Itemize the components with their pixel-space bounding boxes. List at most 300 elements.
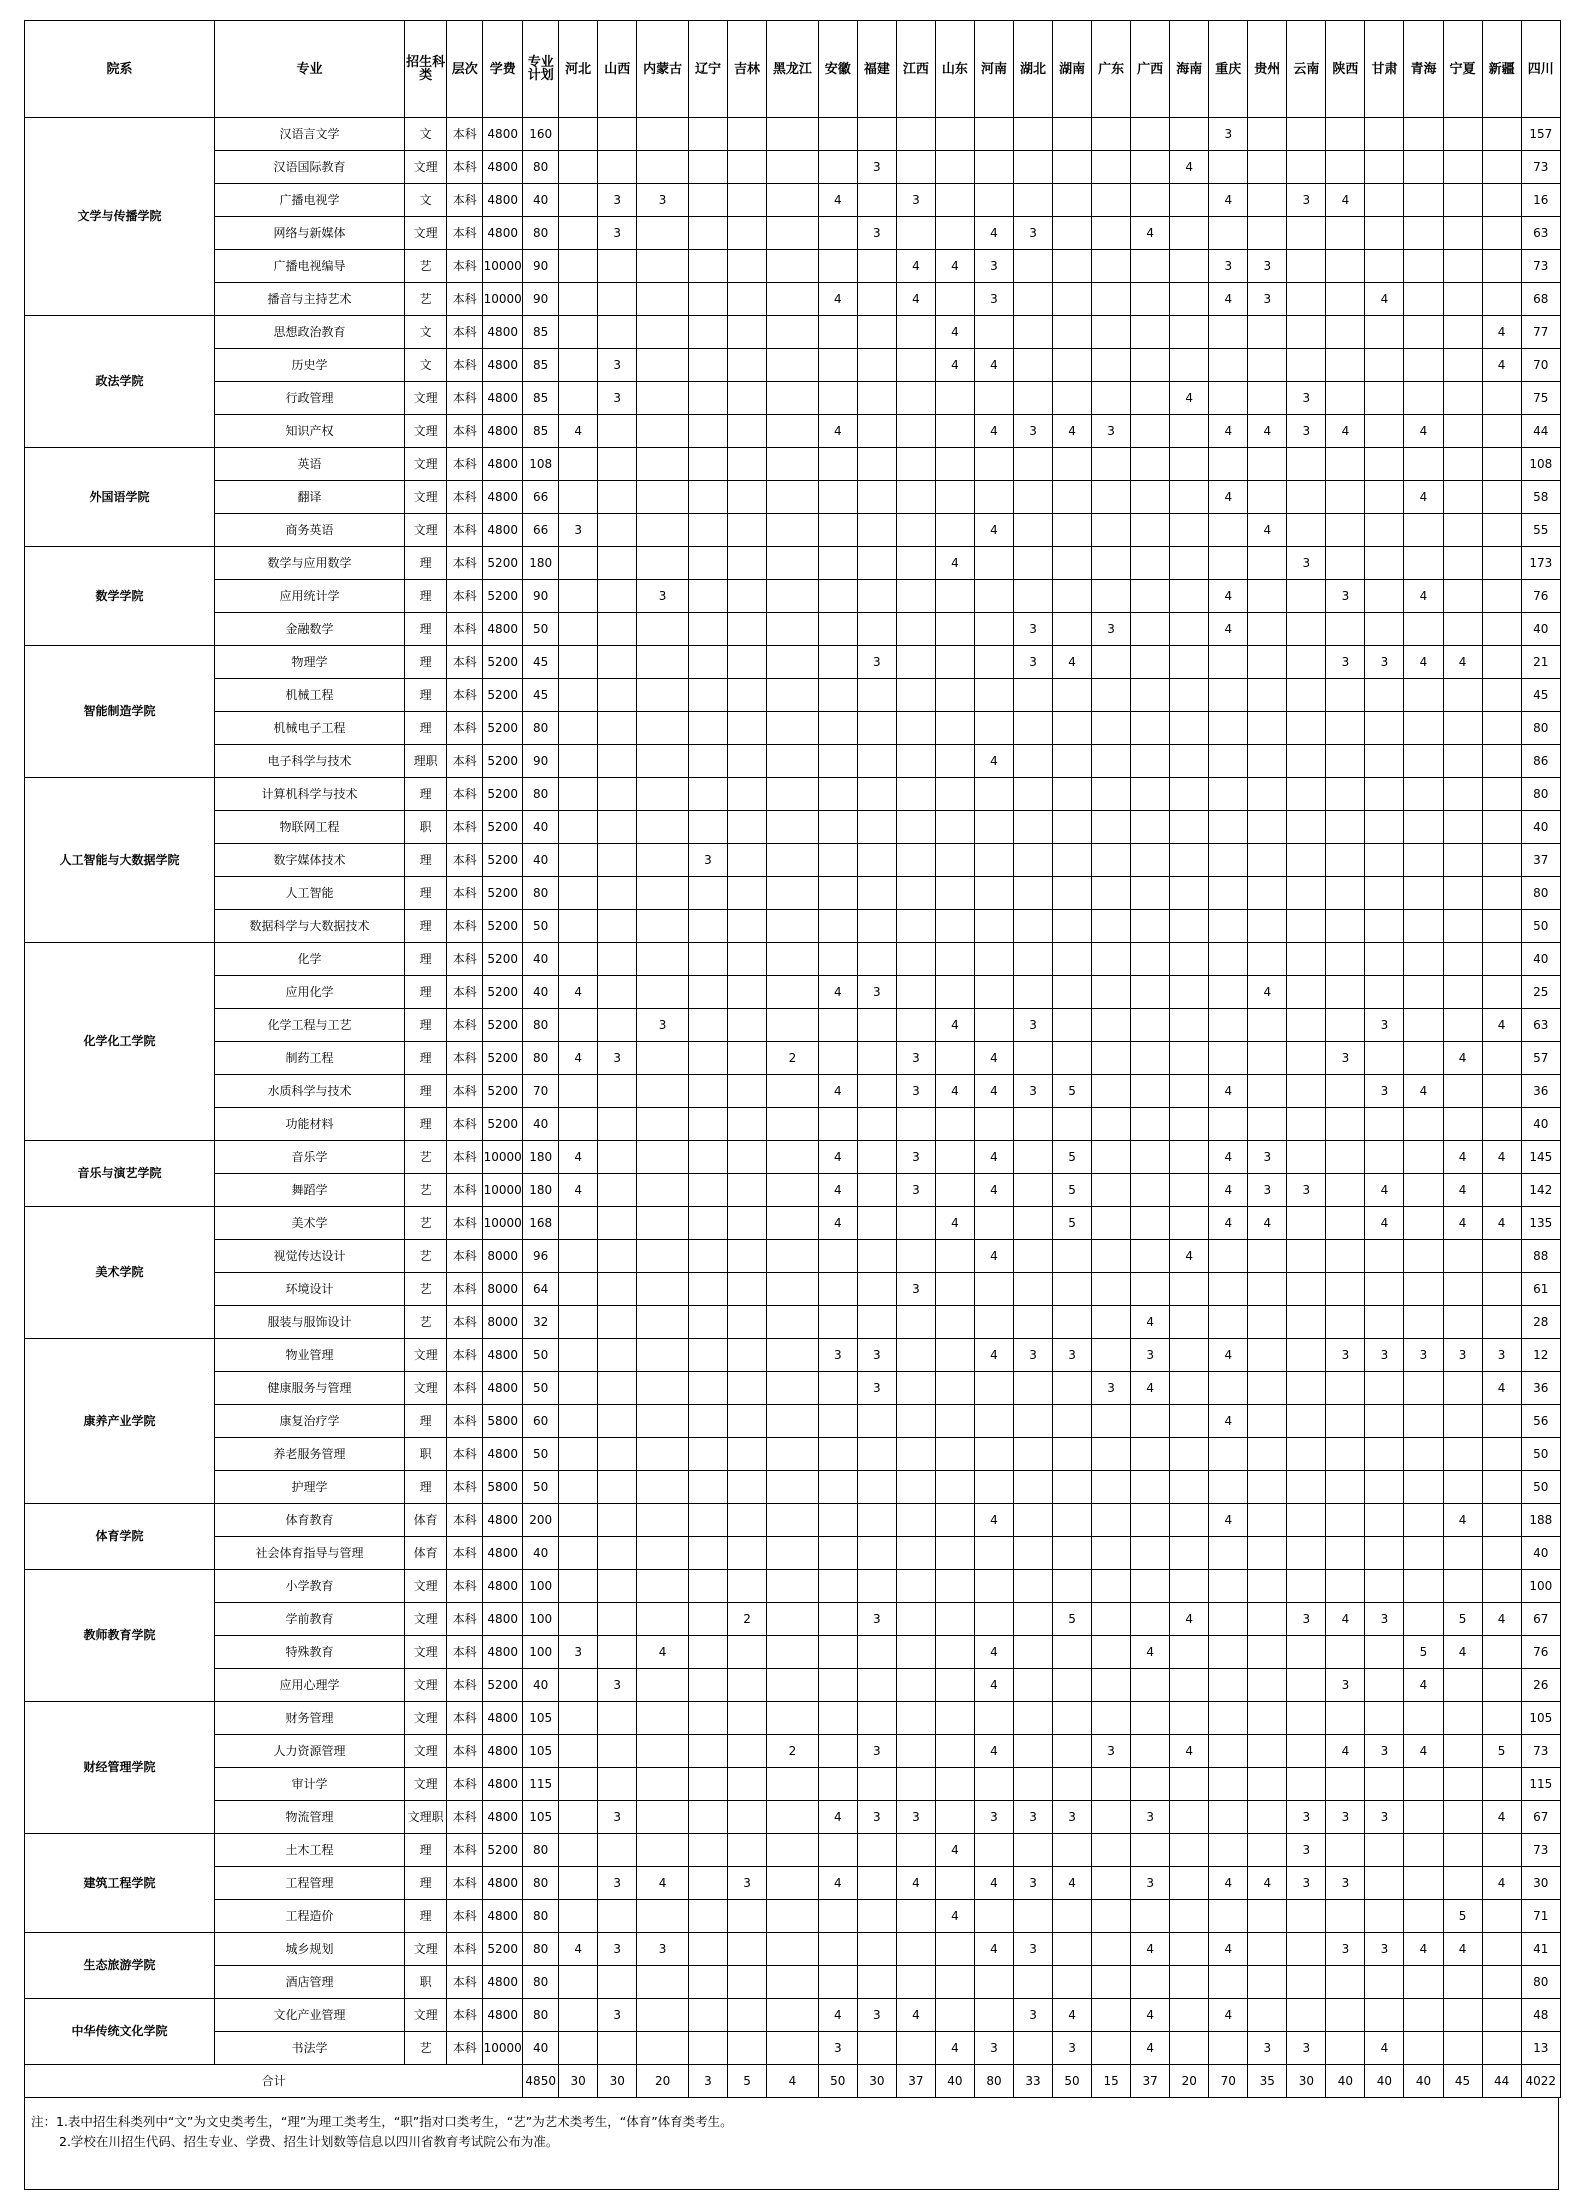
table-row bbox=[25, 2032, 1561, 2065]
quota-cell bbox=[1404, 745, 1443, 778]
quota-cell bbox=[598, 1207, 637, 1240]
quota-cell: 25 bbox=[1521, 976, 1560, 1009]
quota-cell bbox=[1365, 1768, 1404, 1801]
footnotes bbox=[24, 2098, 1559, 2190]
quota-cell bbox=[1053, 910, 1092, 943]
quota-cell bbox=[1209, 1438, 1248, 1471]
quota-cell bbox=[1482, 1108, 1521, 1141]
quota-cell: 67 bbox=[1521, 1603, 1560, 1636]
quota-cell bbox=[637, 646, 689, 679]
quota-cell bbox=[559, 1834, 598, 1867]
quota-cell bbox=[1014, 844, 1053, 877]
quota-cell: 4 bbox=[974, 1735, 1013, 1768]
quota-cell bbox=[896, 382, 935, 415]
quota-cell bbox=[1404, 976, 1443, 1009]
quota-cell bbox=[857, 283, 896, 316]
quota-cell bbox=[857, 1174, 896, 1207]
quota-cell bbox=[688, 1900, 727, 1933]
quota-cell: 3 bbox=[1287, 1174, 1326, 1207]
major-cell: 水质科学与技术 bbox=[215, 1075, 405, 1108]
quota-cell bbox=[688, 646, 727, 679]
header-province: 云南 bbox=[1287, 21, 1326, 118]
quota-cell bbox=[688, 481, 727, 514]
quota-cell bbox=[1482, 2032, 1521, 2065]
table-row bbox=[25, 1768, 1561, 1801]
quota-cell bbox=[598, 283, 637, 316]
quota-cell bbox=[1014, 1174, 1053, 1207]
quota-cell: 4 bbox=[559, 976, 598, 1009]
quota-cell bbox=[728, 250, 767, 283]
tuition-cell: 5200 bbox=[483, 1108, 523, 1141]
major-cell: 数字媒体技术 bbox=[215, 844, 405, 877]
quota-cell bbox=[1404, 1240, 1443, 1273]
quota-cell bbox=[1209, 1042, 1248, 1075]
quota-cell: 4 bbox=[818, 1207, 857, 1240]
quota-cell: 40 bbox=[1521, 811, 1560, 844]
quota-cell bbox=[857, 844, 896, 877]
quota-cell bbox=[1209, 151, 1248, 184]
quota-cell bbox=[1326, 1768, 1365, 1801]
quota-cell: 4 bbox=[1209, 1075, 1248, 1108]
quota-cell: 4 bbox=[1404, 1669, 1443, 1702]
quota-cell bbox=[767, 1966, 819, 1999]
quota-cell bbox=[1326, 1207, 1365, 1240]
quota-cell bbox=[1209, 1009, 1248, 1042]
quota-cell bbox=[728, 1009, 767, 1042]
table-row bbox=[25, 1174, 1561, 1207]
quota-cell: 4 bbox=[559, 415, 598, 448]
quota-cell: 3 bbox=[1365, 1933, 1404, 1966]
plan-cell: 80 bbox=[523, 151, 559, 184]
quota-cell bbox=[1365, 481, 1404, 514]
quota-cell bbox=[1053, 1273, 1092, 1306]
plan-cell: 105 bbox=[523, 1801, 559, 1834]
quota-cell bbox=[688, 1141, 727, 1174]
quota-cell bbox=[1053, 1471, 1092, 1504]
quota-cell bbox=[688, 1669, 727, 1702]
quota-cell: 3 bbox=[1365, 1735, 1404, 1768]
quota-cell bbox=[1326, 217, 1365, 250]
quota-cell: 4 bbox=[935, 1207, 974, 1240]
quota-cell bbox=[1131, 382, 1170, 415]
quota-cell bbox=[1248, 613, 1287, 646]
quota-cell bbox=[1131, 712, 1170, 745]
quota-cell bbox=[688, 1834, 727, 1867]
quota-cell bbox=[896, 679, 935, 712]
quota-cell bbox=[1404, 844, 1443, 877]
quota-cell bbox=[767, 1834, 819, 1867]
quota-cell bbox=[935, 1801, 974, 1834]
category-cell: 理 bbox=[405, 1075, 447, 1108]
table-row bbox=[25, 1405, 1561, 1438]
quota-cell bbox=[1326, 118, 1365, 151]
quota-cell bbox=[559, 316, 598, 349]
quota-cell bbox=[818, 1240, 857, 1273]
quota-cell bbox=[559, 547, 598, 580]
plan-cell: 168 bbox=[523, 1207, 559, 1240]
quota-cell bbox=[767, 1405, 819, 1438]
quota-cell bbox=[896, 1669, 935, 1702]
quota-cell: 4 bbox=[974, 217, 1013, 250]
major-cell: 思想政治教育 bbox=[215, 316, 405, 349]
quota-cell bbox=[1092, 679, 1131, 712]
dept-cell: 财经管理学院 bbox=[25, 1702, 215, 1834]
quota-cell bbox=[1287, 1966, 1326, 1999]
quota-cell: 63 bbox=[1521, 1009, 1560, 1042]
dept-cell: 建筑工程学院 bbox=[25, 1834, 215, 1933]
quota-cell bbox=[1443, 1966, 1482, 1999]
quota-cell bbox=[1209, 1702, 1248, 1735]
quota-cell bbox=[857, 514, 896, 547]
major-cell: 历史学 bbox=[215, 349, 405, 382]
tuition-cell: 5200 bbox=[483, 943, 523, 976]
quota-cell bbox=[896, 547, 935, 580]
quota-cell: 4 bbox=[637, 1867, 689, 1900]
quota-cell bbox=[1014, 1702, 1053, 1735]
quota-cell bbox=[767, 1108, 819, 1141]
table-row bbox=[25, 1999, 1561, 2032]
quota-cell bbox=[1131, 1570, 1170, 1603]
footnote-2: 2.学校在川招生代码、招生专业、学费、招生计划数等信息以四川省教育考试院公布为准。 bbox=[59, 2134, 559, 2149]
quota-cell bbox=[1170, 1504, 1209, 1537]
quota-cell: 4 bbox=[818, 184, 857, 217]
quota-cell bbox=[1287, 481, 1326, 514]
quota-cell: 57 bbox=[1521, 1042, 1560, 1075]
quota-cell bbox=[598, 1471, 637, 1504]
quota-cell: 58 bbox=[1521, 481, 1560, 514]
quota-cell bbox=[1014, 1537, 1053, 1570]
quota-cell bbox=[598, 1438, 637, 1471]
quota-cell: 4 bbox=[1209, 1174, 1248, 1207]
quota-cell: 4 bbox=[1248, 1867, 1287, 1900]
quota-cell bbox=[1404, 1768, 1443, 1801]
level-cell: 本科 bbox=[447, 613, 483, 646]
quota-cell bbox=[1482, 250, 1521, 283]
category-cell: 文理 bbox=[405, 481, 447, 514]
quota-cell bbox=[935, 811, 974, 844]
quota-cell: 44 bbox=[1521, 415, 1560, 448]
dept-cell: 中华传统文化学院 bbox=[25, 1999, 215, 2065]
category-cell: 文理 bbox=[405, 514, 447, 547]
quota-cell bbox=[1092, 481, 1131, 514]
quota-cell bbox=[688, 1966, 727, 1999]
quota-cell bbox=[688, 118, 727, 151]
quota-cell bbox=[728, 547, 767, 580]
quota-cell bbox=[896, 1405, 935, 1438]
quota-cell: 13 bbox=[1521, 2032, 1560, 2065]
quota-cell: 4 bbox=[974, 1240, 1013, 1273]
quota-cell bbox=[857, 250, 896, 283]
major-cell: 物业管理 bbox=[215, 1339, 405, 1372]
quota-cell bbox=[935, 184, 974, 217]
quota-cell: 4 bbox=[818, 1141, 857, 1174]
quota-cell bbox=[974, 1999, 1013, 2032]
quota-cell bbox=[1443, 250, 1482, 283]
quota-cell bbox=[637, 1966, 689, 1999]
quota-cell bbox=[857, 1471, 896, 1504]
quota-cell: 3 bbox=[974, 2032, 1013, 2065]
quota-cell: 3 bbox=[1053, 1801, 1092, 1834]
quota-cell bbox=[1170, 1372, 1209, 1405]
quota-cell: 3 bbox=[1014, 1075, 1053, 1108]
quota-cell bbox=[1326, 1075, 1365, 1108]
quota-cell bbox=[1287, 151, 1326, 184]
quota-cell bbox=[1053, 1306, 1092, 1339]
quota-cell bbox=[767, 1570, 819, 1603]
category-cell: 理 bbox=[405, 976, 447, 1009]
quota-cell bbox=[1092, 349, 1131, 382]
quota-cell: 3 bbox=[598, 184, 637, 217]
major-cell: 养老服务管理 bbox=[215, 1438, 405, 1471]
quota-cell: 4 bbox=[818, 283, 857, 316]
quota-cell bbox=[974, 1834, 1013, 1867]
quota-cell bbox=[1248, 778, 1287, 811]
quota-cell bbox=[1443, 316, 1482, 349]
quota-cell: 56 bbox=[1521, 1405, 1560, 1438]
quota-cell bbox=[1287, 943, 1326, 976]
quota-cell bbox=[1092, 1801, 1131, 1834]
quota-cell bbox=[974, 547, 1013, 580]
quota-cell bbox=[767, 1933, 819, 1966]
quota-cell bbox=[1092, 2032, 1131, 2065]
quota-cell: 3 bbox=[818, 1339, 857, 1372]
quota-cell: 3 bbox=[1014, 613, 1053, 646]
quota-cell bbox=[1014, 1735, 1053, 1768]
quota-cell bbox=[1482, 646, 1521, 679]
tuition-cell: 4800 bbox=[483, 1603, 523, 1636]
quota-cell: 71 bbox=[1521, 1900, 1560, 1933]
category-cell: 艺 bbox=[405, 283, 447, 316]
quota-cell bbox=[728, 1174, 767, 1207]
quota-cell: 37 bbox=[1521, 844, 1560, 877]
quota-cell bbox=[559, 283, 598, 316]
quota-cell: 5 bbox=[1053, 1075, 1092, 1108]
quota-cell bbox=[974, 1900, 1013, 1933]
header-province: 青海 bbox=[1404, 21, 1443, 118]
quota-cell: 4 bbox=[1443, 1141, 1482, 1174]
quota-cell bbox=[896, 580, 935, 613]
plan-cell: 85 bbox=[523, 415, 559, 448]
quota-cell bbox=[857, 613, 896, 646]
quota-cell bbox=[1170, 547, 1209, 580]
quota-cell: 4 bbox=[818, 1075, 857, 1108]
category-cell: 文理 bbox=[405, 151, 447, 184]
quota-cell bbox=[1443, 712, 1482, 745]
category-cell: 文理 bbox=[405, 1636, 447, 1669]
level-cell: 本科 bbox=[447, 184, 483, 217]
quota-cell bbox=[1482, 613, 1521, 646]
quota-cell bbox=[1482, 1240, 1521, 1273]
plan-cell: 80 bbox=[523, 1009, 559, 1042]
total-quota-cell: 40 bbox=[935, 2065, 974, 2098]
quota-cell bbox=[1209, 1273, 1248, 1306]
quota-cell: 3 bbox=[1404, 1339, 1443, 1372]
major-cell: 计算机科学与技术 bbox=[215, 778, 405, 811]
quota-cell bbox=[1404, 1603, 1443, 1636]
quota-cell bbox=[767, 1801, 819, 1834]
tuition-cell: 4800 bbox=[483, 1504, 523, 1537]
quota-cell bbox=[598, 580, 637, 613]
level-cell: 本科 bbox=[447, 1867, 483, 1900]
quota-cell bbox=[974, 910, 1013, 943]
total-quota-cell: 5 bbox=[728, 2065, 767, 2098]
quota-cell bbox=[598, 1603, 637, 1636]
quota-cell bbox=[1326, 679, 1365, 712]
quota-cell bbox=[896, 1966, 935, 1999]
quota-cell bbox=[767, 349, 819, 382]
quota-cell bbox=[896, 712, 935, 745]
header-province: 黑龙江 bbox=[767, 21, 819, 118]
category-cell: 艺 bbox=[405, 1141, 447, 1174]
plan-cell: 85 bbox=[523, 382, 559, 415]
quota-cell bbox=[818, 877, 857, 910]
quota-cell bbox=[896, 778, 935, 811]
quota-cell bbox=[1365, 1570, 1404, 1603]
quota-cell bbox=[1287, 1669, 1326, 1702]
quota-cell bbox=[559, 910, 598, 943]
quota-cell bbox=[1131, 844, 1170, 877]
quota-cell bbox=[1014, 1966, 1053, 1999]
quota-cell bbox=[637, 1339, 689, 1372]
table-row bbox=[25, 151, 1561, 184]
quota-cell bbox=[1404, 118, 1443, 151]
quota-cell bbox=[1326, 712, 1365, 745]
quota-cell bbox=[637, 415, 689, 448]
quota-cell bbox=[1131, 1075, 1170, 1108]
quota-cell bbox=[598, 1240, 637, 1273]
major-cell: 机械工程 bbox=[215, 679, 405, 712]
quota-cell bbox=[559, 1966, 598, 1999]
quota-cell bbox=[1092, 580, 1131, 613]
dept-cell: 文学与传播学院 bbox=[25, 118, 215, 316]
quota-cell bbox=[1170, 514, 1209, 547]
quota-cell bbox=[818, 1768, 857, 1801]
quota-cell bbox=[1482, 976, 1521, 1009]
table-row bbox=[25, 1801, 1561, 1834]
quota-cell bbox=[598, 250, 637, 283]
quota-cell bbox=[1092, 382, 1131, 415]
quota-cell bbox=[728, 844, 767, 877]
quota-cell bbox=[935, 118, 974, 151]
quota-cell bbox=[767, 580, 819, 613]
quota-cell bbox=[1092, 1702, 1131, 1735]
quota-cell bbox=[767, 712, 819, 745]
table-row bbox=[25, 613, 1561, 646]
quota-cell: 3 bbox=[598, 1999, 637, 2032]
quota-cell bbox=[1131, 1702, 1170, 1735]
quota-cell bbox=[1404, 217, 1443, 250]
quota-cell bbox=[1014, 1471, 1053, 1504]
quota-cell: 3 bbox=[1287, 547, 1326, 580]
quota-cell bbox=[1053, 844, 1092, 877]
quota-cell: 4 bbox=[818, 1999, 857, 2032]
quota-cell bbox=[767, 151, 819, 184]
quota-cell bbox=[1404, 1570, 1443, 1603]
quota-cell bbox=[896, 1471, 935, 1504]
quota-cell bbox=[1287, 316, 1326, 349]
total-quota-cell: 70 bbox=[1209, 2065, 1248, 2098]
quota-cell bbox=[857, 1867, 896, 1900]
table-row bbox=[25, 1735, 1561, 1768]
quota-cell bbox=[1326, 613, 1365, 646]
quota-cell bbox=[1170, 1273, 1209, 1306]
quota-cell: 3 bbox=[857, 1999, 896, 2032]
quota-cell bbox=[1170, 2032, 1209, 2065]
quota-cell: 3 bbox=[896, 1273, 935, 1306]
quota-cell bbox=[1287, 613, 1326, 646]
quota-cell bbox=[688, 250, 727, 283]
quota-cell: 3 bbox=[637, 1009, 689, 1042]
quota-cell bbox=[857, 943, 896, 976]
quota-cell bbox=[1326, 1306, 1365, 1339]
quota-cell bbox=[974, 811, 1013, 844]
quota-cell bbox=[857, 1702, 896, 1735]
quota-cell bbox=[818, 1636, 857, 1669]
quota-cell bbox=[688, 316, 727, 349]
quota-cell bbox=[1131, 613, 1170, 646]
quota-cell bbox=[688, 1801, 727, 1834]
quota-cell: 3 bbox=[1014, 1933, 1053, 1966]
quota-cell bbox=[1365, 349, 1404, 382]
quota-cell bbox=[1014, 349, 1053, 382]
quota-cell: 4 bbox=[1131, 1372, 1170, 1405]
quota-cell: 4 bbox=[974, 1669, 1013, 1702]
quota-cell bbox=[935, 1405, 974, 1438]
table-row bbox=[25, 514, 1561, 547]
quota-cell bbox=[1365, 118, 1404, 151]
quota-cell bbox=[857, 316, 896, 349]
quota-cell bbox=[1209, 1900, 1248, 1933]
quota-cell bbox=[1209, 1372, 1248, 1405]
level-cell: 本科 bbox=[447, 877, 483, 910]
quota-cell bbox=[1131, 1471, 1170, 1504]
quota-cell bbox=[1326, 1702, 1365, 1735]
quota-cell bbox=[688, 877, 727, 910]
quota-cell: 50 bbox=[1521, 1471, 1560, 1504]
quota-cell bbox=[1092, 646, 1131, 679]
quota-cell bbox=[1170, 811, 1209, 844]
quota-cell bbox=[935, 217, 974, 250]
quota-cell bbox=[1365, 1537, 1404, 1570]
level-cell: 本科 bbox=[447, 580, 483, 613]
table-row bbox=[25, 1108, 1561, 1141]
tuition-cell: 5200 bbox=[483, 1669, 523, 1702]
table-row bbox=[25, 1372, 1561, 1405]
tuition-cell: 5200 bbox=[483, 745, 523, 778]
level-cell: 本科 bbox=[447, 943, 483, 976]
quota-cell bbox=[1248, 1570, 1287, 1603]
dept-cell: 体育学院 bbox=[25, 1504, 215, 1570]
quota-cell bbox=[728, 1999, 767, 2032]
tuition-cell: 4800 bbox=[483, 151, 523, 184]
quota-cell bbox=[559, 1669, 598, 1702]
quota-cell: 4 bbox=[1482, 349, 1521, 382]
quota-cell: 3 bbox=[974, 283, 1013, 316]
level-cell: 本科 bbox=[447, 1372, 483, 1405]
tuition-cell: 4800 bbox=[483, 415, 523, 448]
quota-cell bbox=[935, 1372, 974, 1405]
quota-cell bbox=[1365, 1042, 1404, 1075]
quota-cell: 80 bbox=[1521, 778, 1560, 811]
quota-cell bbox=[1131, 976, 1170, 1009]
quota-cell bbox=[1404, 1141, 1443, 1174]
quota-cell bbox=[1170, 1570, 1209, 1603]
header-dept: 院系 bbox=[25, 21, 215, 118]
quota-cell bbox=[1053, 514, 1092, 547]
quota-cell bbox=[728, 1735, 767, 1768]
quota-cell bbox=[1248, 448, 1287, 481]
quota-cell bbox=[559, 613, 598, 646]
